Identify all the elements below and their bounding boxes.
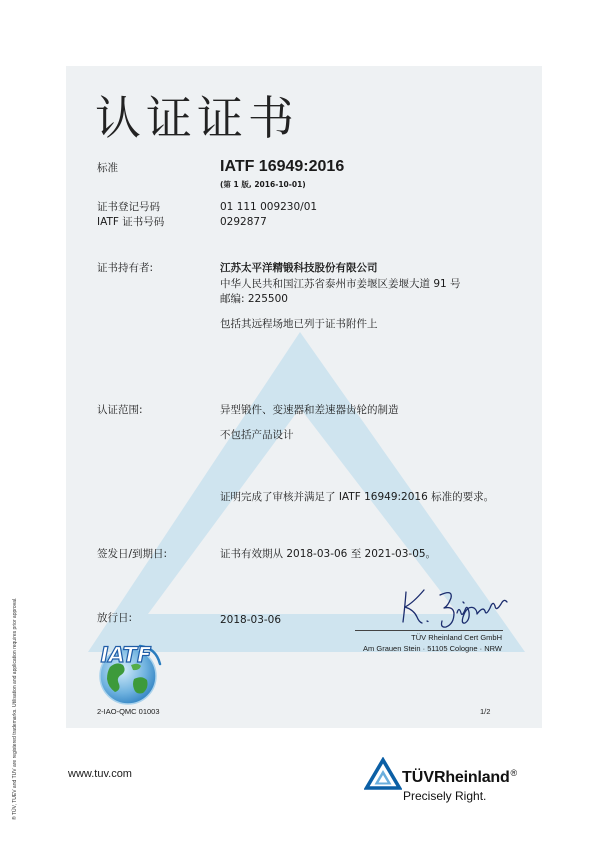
brand-tuv: TÜV [402,769,434,786]
page-title: 认证证书 [95,91,299,145]
standard-edition: (第 1 版, 2016-10-01) [220,180,306,189]
footer-url: www.tuv.com [68,768,132,780]
remote-sites-note: 包括其远程场地已列于证书附件上 [220,318,378,330]
iatf-logo-lettering: IATF [100,643,152,667]
registration-number-value: 01 111 009230/01 [220,201,318,213]
scope-label: 认证范围: [97,404,143,416]
tuv-triangle-logo [364,757,402,791]
holder-postcode: 邮编: 225500 [220,293,288,305]
release-label: 放行日: [97,612,133,624]
trademark-notice: ® TÜV, TUEV and TUV are registered trademarks. Utilisation and application requires prior approval. [12,597,18,820]
standard-value: IATF 16949:2016 [220,158,345,175]
iatf-certificate-number-value: 0292877 [220,216,267,228]
scope-value: 异型锻件、变速器和差速器齿轮的制造 [220,404,399,416]
signature-line [355,630,503,631]
holder-name: 江苏太平洋精锻科技股份有限公司 [220,262,378,274]
page-number: 1/2 [480,707,491,716]
tuv-brand-name [402,764,517,787]
issuer-name: TÜV Rheinland Cert GmbH [411,633,502,642]
validity-value: 证书有效期从 2018-03-06 至 2021-03-05。 [220,548,437,560]
signature [393,586,511,630]
holder-label: 证书持有者: [97,262,154,274]
standard-label: 标准 [97,162,118,174]
issuer-block [320,632,502,654]
issuer-address: Am Grauen Stein · 51105 Cologne · NRW [363,644,502,653]
validity-label: 签发日/到期日: [97,548,168,560]
holder-address: 中华人民共和国江苏省泰州市姜堰区姜堰大道 91 号 [220,278,461,290]
brand-tagline: Precisely Right. [403,789,487,803]
brand-rheinland: Rheinland [434,769,510,786]
release-date: 2018-03-06 [220,614,282,626]
compliance-statement: 证明完成了审核并满足了 IATF 16949:2016 标准的要求。 [220,491,495,503]
iatf-globe-logo [90,634,166,706]
registration-number-label: 证书登记号码 [97,201,160,213]
registered-mark: ® [510,768,518,778]
iatf-certificate-number-label: IATF 证书号码 [97,216,165,228]
document-code: 2-IAO-QMC 01003 [97,707,160,716]
scope-exclusion: 不包括产品设计 [220,429,294,441]
